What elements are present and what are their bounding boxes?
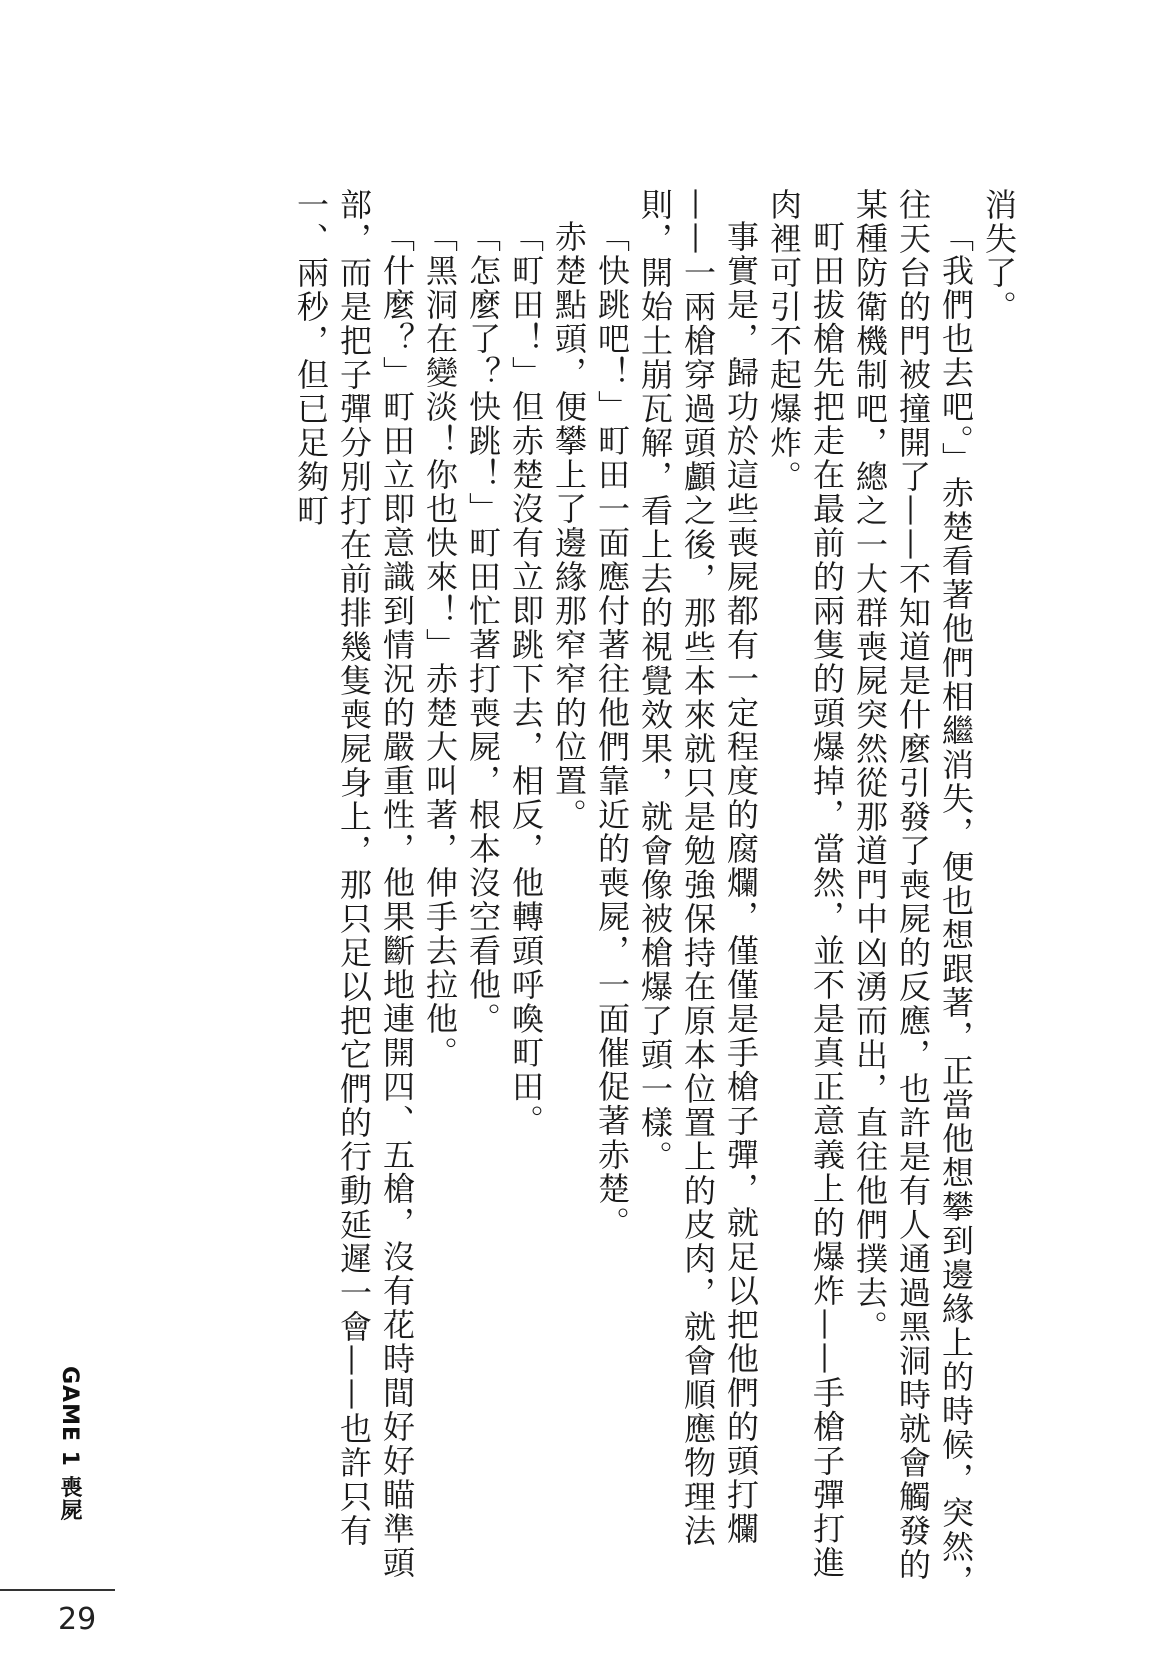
paragraph-9: 「黑洞在變淡！你也快來！」赤楚大叫著，伸手去拉他。: [421, 220, 459, 1070]
paragraph-5: 「快跳吧！」町田一面應付著往他們靠近的喪屍，一面催促著赤楚。: [593, 220, 631, 1240]
footer-divider: [0, 1589, 115, 1591]
running-head-chapter-title: GAME 1 喪屍: [57, 1366, 82, 1522]
paragraph-8: 「怎麼了？快跳！」町田忙著打喪屍，根本沒空看他。: [464, 220, 502, 1036]
paragraph-1: 消失了。: [980, 188, 1018, 324]
paragraph-7: 「町田！」但赤楚沒有立即跳下去，相反，他轉頭呼喚町田。: [507, 220, 545, 1138]
vertical-text-body: [80, 188, 1020, 1608]
paragraph-3: 町田拔槍先把走在最前的兩隻的頭爆掉，當然，並不是真正意義上的爆炸——手槍子彈打進肉裡可引不起爆炸。: [765, 188, 846, 1580]
paragraph-2: 「我們也去吧。」赤楚看著他們相繼消失，便也想跟著，正當他想攀到邊緣上的時候，突然，往天台的門被撞開了——不知道是什麼引發了喪屍的反應，也許是有人通過黑洞時就會觸發的某種防衛機制吧，總之一大群喪屍突然從那道門中凶湧而出，直往他們撲去。: [851, 188, 975, 1598]
paragraph-6: 赤楚點頭，便攀上了邊緣那窄窄的位置。: [550, 220, 588, 832]
paragraph-4: 事實是，歸功於這些喪屍都有一定程度的腐爛，僅僅是手槍子彈，就足以把他們的頭打爛——一兩槍穿過頭顱之後，那些本來就只是勉強保持在原本位置上的皮肉，就會順應物理法則，開始土崩瓦解，看上去的視覺效果，就會像被槍爆了頭一樣。: [636, 188, 760, 1548]
page-number: 29: [58, 1602, 97, 1637]
paragraph-10: 「什麼？」町田立即意識到情況的嚴重性，他果斷地連開四、五槍，沒有花時間好好瞄準頭部，而是把子彈分別打在前排幾隻喪屍身上，那只足以把它們的行動延遲一會——也許只有一、兩秒，但已足夠町: [292, 188, 416, 1580]
